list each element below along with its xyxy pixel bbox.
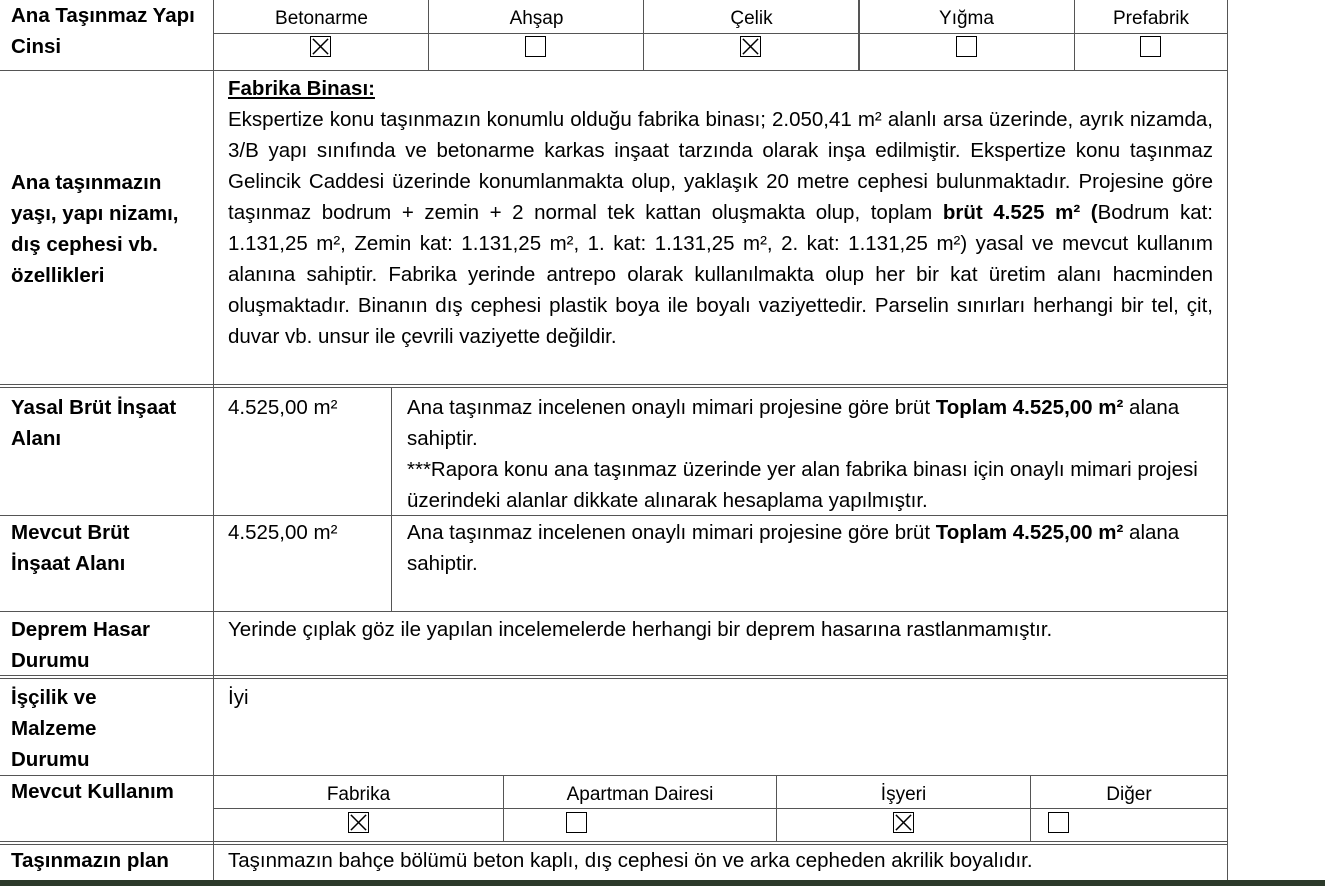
checkbox-isyeri[interactable] xyxy=(893,812,914,833)
label-deprem: Deprem Hasar Durumu xyxy=(11,618,151,672)
option-label-celik: Çelik xyxy=(730,8,773,29)
mevcut-value: 4.525,00 m² xyxy=(228,521,338,544)
checkbox-fabrika[interactable] xyxy=(348,812,369,833)
ozellikler-paragraph: Ekspertize konu taşınmazın konumlu olduğu fabrika binası; 2.050,41 m² alanlı arsa üzerinde, ayrık nizamda, 3/B yapı sınıfında ve betonarme karkas inşaat tarzında olarak inşa edilmiştir. Ekspertize konu taşınmaz Gelincik Caddesi üzerinde konumlanmakta olup, yaklaşık 20 metre cephesi bulunmaktadır. Projesine göre taşınmaz bodrum + zemin + 2 normal tek kattan oluşmakta olup, toplam brüt 4.525 m² (Bodrum kat: 1.131,25 m², Zemin kat: 1.131,25 m², 1. kat: 1.131,25 m², 2. kat: 1.131,25 m²) yasal ve mevcut kullanım alanına sahiptir. Fabrika yerinde antrepo olarak kullanılmakta olup her bir kat üretim alanı hacminden oluşmaktadır. Binanın dış cephesi plastik boya ile boyalı vaziyettedir. Parselin sınırları herhangi bir tel, çit, duvar vb. unsur ile çevrili vaziyette değildir. xyxy=(228,108,1213,348)
checkbox-celik[interactable] xyxy=(740,36,761,57)
iscilik-value: İyi xyxy=(228,686,249,709)
grid-line xyxy=(0,675,1228,679)
deprem-value: Yerinde çıplak göz ile yapılan incelemelerde herhangi bir deprem hasarına rastlanmamıştır. xyxy=(228,618,1053,641)
label-yasal-brut: Yasal Brüt İnşaat Alanı xyxy=(11,396,177,450)
label-iscilik: İşçilik ve Malzeme Durumu xyxy=(11,686,97,771)
grid-line xyxy=(776,776,777,842)
label-mevcut-kullanim: Mevcut Kullanım xyxy=(11,780,174,803)
grid-line xyxy=(0,841,1228,845)
label-mevcut-brut: Mevcut Brüt İnşaat Alanı xyxy=(11,521,130,575)
checkbox-prefabrik[interactable] xyxy=(1140,36,1161,57)
grid-line xyxy=(1030,776,1031,842)
yasal-value: 4.525,00 m² xyxy=(228,396,338,419)
check-x-icon xyxy=(741,37,760,56)
grid-line xyxy=(214,808,1228,809)
checkbox-diger[interactable] xyxy=(1048,812,1069,833)
option-label-isyeri: İşyeri xyxy=(880,784,927,805)
grid-line xyxy=(213,0,214,880)
option-label-prefabrik: Prefabrik xyxy=(1112,8,1190,29)
grid-line xyxy=(391,388,392,611)
option-label-apartman: Apartman Dairesi xyxy=(566,784,714,805)
option-label-yigma: Yığma xyxy=(939,8,994,29)
grid-line xyxy=(858,0,860,70)
grid-line xyxy=(0,611,1228,612)
label-ozellikler: Ana taşınmazın yaşı, yapı nizamı, dış cephesi vb. özellikleri xyxy=(11,171,179,287)
option-label-betonarme: Betonarme xyxy=(275,8,368,29)
section-heading: Fabrika Binası: xyxy=(228,77,375,100)
plan-value: Taşınmazın bahçe bölümü beton kaplı, dış cephesi ön ve arka cepheden akrilik boyalıdır. xyxy=(228,849,1033,872)
grid-line xyxy=(643,0,644,70)
checkbox-apartman[interactable] xyxy=(566,812,587,833)
label-plan: Taşınmazın plan xyxy=(11,849,169,872)
label-yapi-cinsi: Ana Taşınmaz Yapı Cinsi xyxy=(11,4,195,58)
grid-line xyxy=(503,776,504,842)
grid-line xyxy=(1227,0,1228,880)
grid-line xyxy=(0,515,1228,516)
option-label-fabrika: Fabrika xyxy=(326,784,391,805)
checkbox-yigma[interactable] xyxy=(956,36,977,57)
checkbox-betonarme[interactable] xyxy=(310,36,331,57)
checkbox-ahsap[interactable] xyxy=(525,36,546,57)
grid-line xyxy=(428,0,429,70)
grid-line xyxy=(0,384,1228,388)
yasal-description: Ana taşınmaz incelenen onaylı mimari projesine göre brüt Toplam 4.525,00 m² alana sahiptir. ***Rapora konu ana taşınmaz üzerinde yer alan fabrika binası için onaylı mimari projesi üzerindeki alanlar dikkate alınarak hesaplama yapılmıştır. xyxy=(407,396,1198,512)
check-x-icon xyxy=(311,37,330,56)
grid-line xyxy=(1074,0,1075,70)
option-label-ahsap: Ahşap xyxy=(509,8,564,29)
mevcut-description: Ana taşınmaz incelenen onaylı mimari projesine göre brüt Toplam 4.525,00 m² alana sahiptir. xyxy=(407,521,1180,575)
window-bottom-edge xyxy=(0,880,1325,886)
grid-line xyxy=(0,775,1228,776)
check-x-icon xyxy=(349,813,368,832)
grid-line xyxy=(214,33,1228,34)
check-x-icon xyxy=(894,813,913,832)
option-label-diger: Diğer xyxy=(1106,784,1152,805)
grid-line xyxy=(0,70,1228,71)
